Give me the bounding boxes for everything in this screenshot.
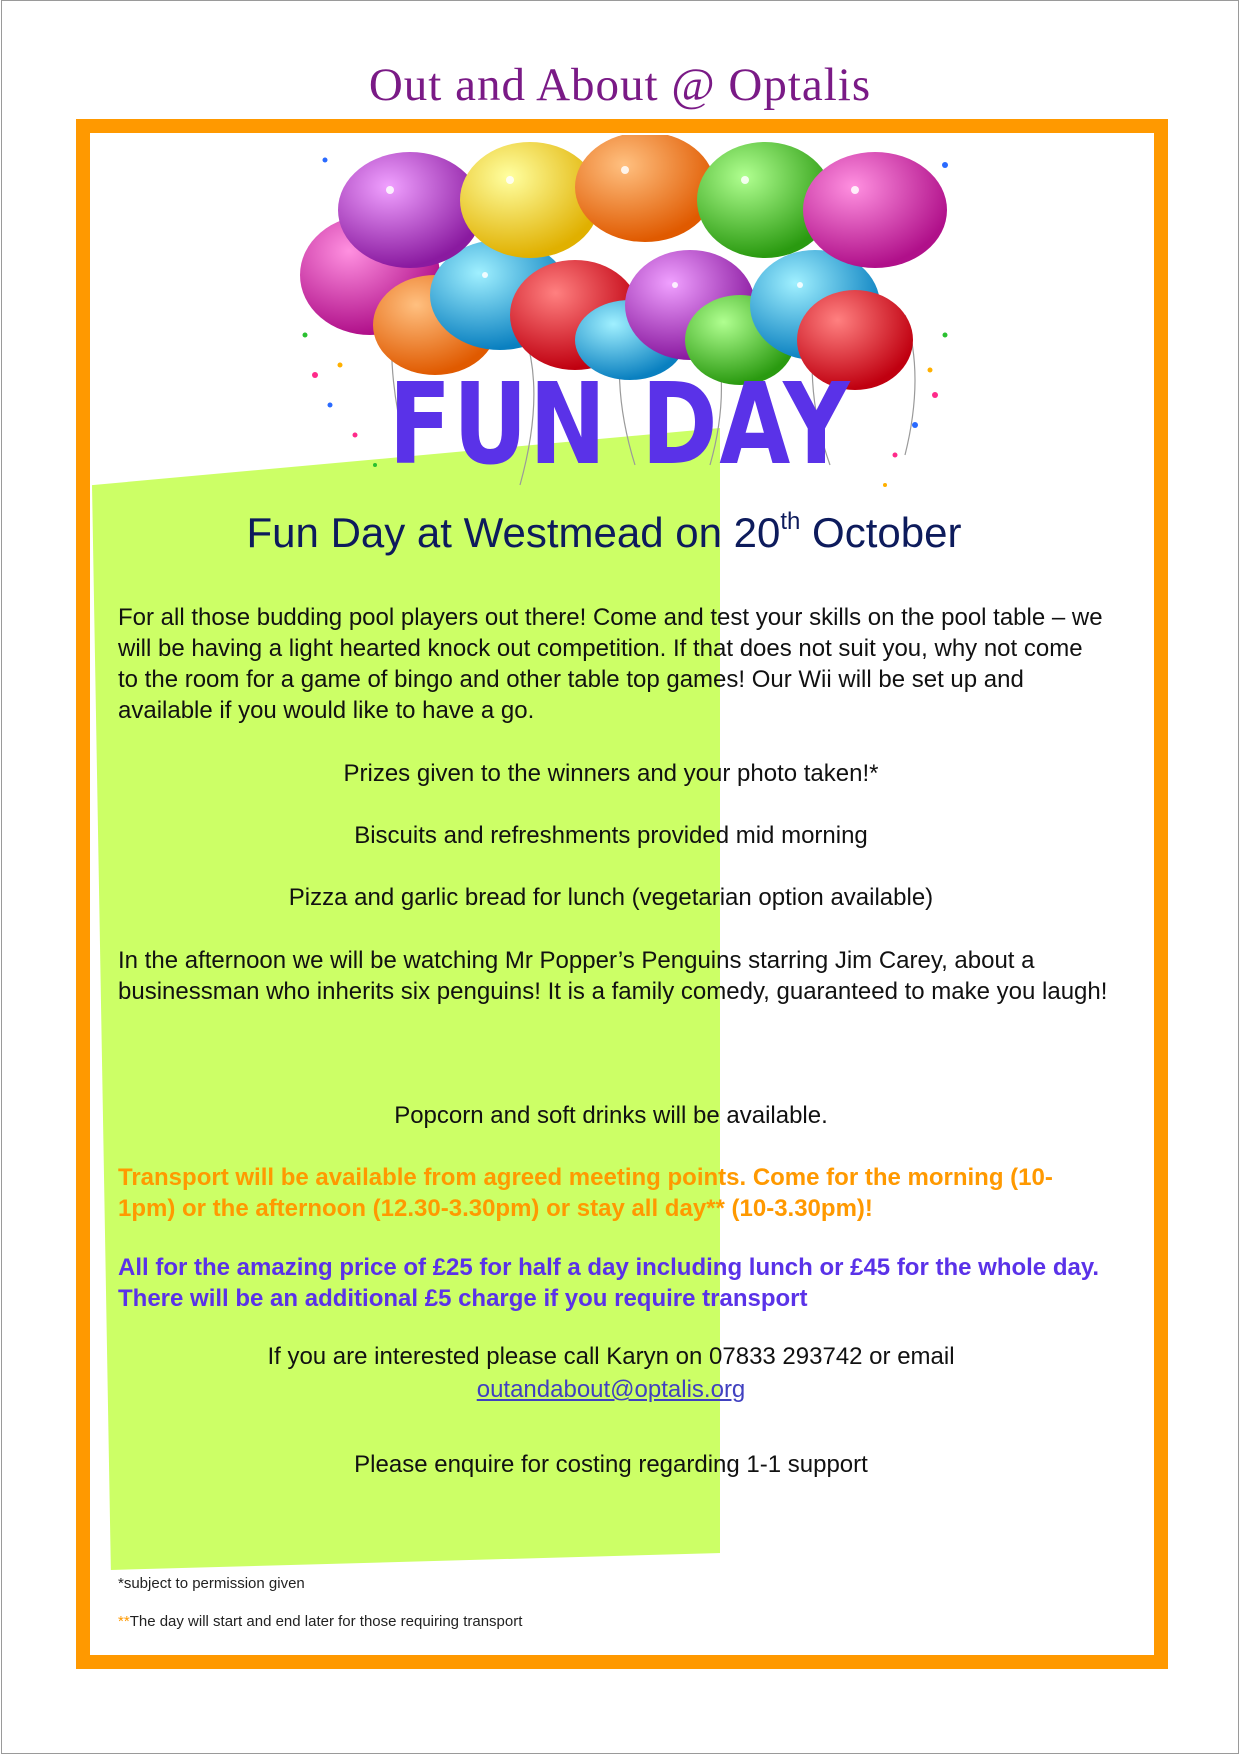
footnote-transport <box>118 1613 522 1630</box>
prizes-line: Prizes given to the winners and your photo taken!* <box>343 760 879 787</box>
event-title <box>0 508 1208 557</box>
intro-paragraph: For all those budding pool players out there! Come and test your skills on the pool table – we will be having a light hearted knock out competition. If that does not suit you, why not come to the room for a game of bingo and other table top games! Our Wii will be set up and available if you would like to have a go. <box>118 604 1103 724</box>
contact-line: If you are interested please call Karyn on 07833 293742 or email <box>267 1343 955 1370</box>
transport-paragraph: Transport will be available from agreed meeting points. Come for the morning (10-1pm) or the afternoon (12.30-3.30pm) or stay all day** (10-3.30pm)! <box>118 1164 1053 1222</box>
pizza-line: Pizza and garlic bread for lunch (vegetarian option available) <box>288 884 934 911</box>
email-link[interactable]: outandabout@optalis.org <box>476 1376 746 1403</box>
header-title: Out and About @ Optalis <box>368 59 872 111</box>
event-title-sup: th <box>780 508 801 535</box>
fun-day-banner: FUN DAY <box>388 360 852 490</box>
event-title-end: October <box>800 509 962 556</box>
event-title-main: Fun Day at Westmead on 20 <box>246 509 781 556</box>
biscuits-line: Biscuits and refreshments provided mid morning <box>354 822 868 849</box>
footnote-permission: *subject to permission given <box>118 1575 305 1592</box>
footnote-mark: ** <box>118 1613 130 1630</box>
price-paragraph: All for the amazing price of £25 for half a day including lunch or £45 for the whole day. There will be an additional £5 charge if you require transport <box>118 1254 1100 1312</box>
footnote-transport-text: The day will start and end later for those requiring transport <box>129 1613 523 1630</box>
support-line: Please enquire for costing regarding 1-1 support <box>354 1451 868 1478</box>
popcorn-line: Popcorn and soft drinks will be available. <box>394 1102 828 1129</box>
film-paragraph: In the afternoon we will be watching Mr Popper’s Penguins starring Jim Carey, about a businessman who inherits six penguins! It is a family comedy, guaranteed to make you laugh! <box>118 947 1108 1005</box>
